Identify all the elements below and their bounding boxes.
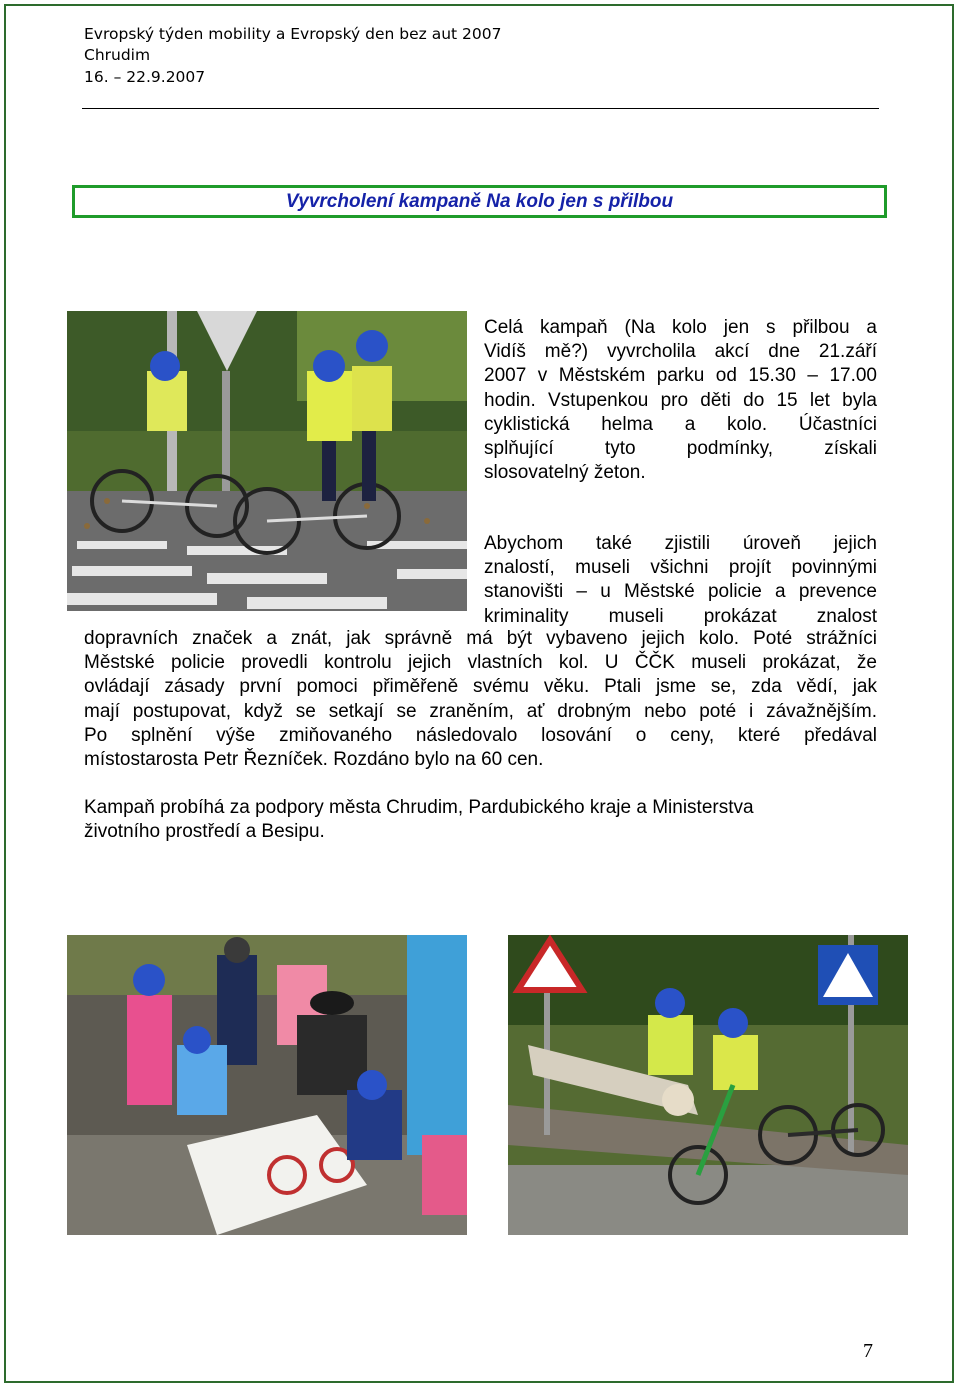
paragraph-2-line: mají postupovat, když se setkají se zraněním, ať drobným nebo poté i závažnějším.: [84, 700, 877, 722]
paragraph-2-line: dopravních značek a znát, jak správně má být vybaveno jejich kolo. Poté strážníci: [84, 628, 877, 649]
paragraph-1-line: hodin. Vstupenkou pro děti do 15 let byla: [484, 389, 877, 411]
paragraph-2-wide: [84, 627, 877, 772]
paragraph-1-line: cyklistická helma a kolo. Účastníci: [484, 413, 877, 435]
article-title: Vyvrcholení kampaně Na kolo jen s přilbou: [72, 185, 887, 218]
header-line-2: Chrudim: [84, 46, 151, 64]
paragraph-3: [84, 796, 877, 844]
paragraph-1-line: slosovatelný žeton.: [484, 462, 646, 484]
paragraph-2-line: Městské policie provedli kontrolu jejich vlastních kol. U ČČK museli prokázat, že: [84, 652, 877, 674]
paragraph-1: [484, 316, 877, 485]
paragraph-2-line: kriminality museli prokázat znalost: [484, 605, 877, 627]
paragraph-1-line: splňující tyto podmínky, získali: [484, 438, 877, 460]
photo-group-police: [67, 935, 467, 1235]
header-rule: [82, 108, 879, 109]
paragraph-2-line: místostarosta Petr Řezníček. Rozdáno bylo na 60 cen.: [84, 749, 544, 771]
header-line-3: 16. – 22.9.2007: [84, 68, 206, 86]
photo-children-bikes: [67, 311, 467, 611]
paragraph-2-line: ovládají zásady první pomoci přiměřeně svému věku. Ptali jsme se, zda vědí, jak: [84, 676, 877, 698]
paragraph-3-line: životního prostředí a Besipu.: [84, 821, 325, 843]
paragraph-2-line: znalostí, museli všichni projít povinnými: [484, 557, 877, 579]
paragraph-2-line: Abychom také zjistili úroveň jejich: [484, 533, 877, 554]
photo-bikes-road-sign: [508, 935, 908, 1235]
paragraph-3-line: Kampaň probíhá za podpory města Chrudim, Pardubického kraje a Ministerstva: [84, 797, 754, 818]
page-number: 7: [863, 1340, 873, 1362]
header-line-1: Evropský týden mobility a Evropský den bez aut 2007: [84, 25, 502, 43]
paragraph-1-line: Vidíš mě?) vyvrcholila akcí dne 21.září: [484, 341, 877, 363]
paragraph-2-line: Po splnění výše zmiňovaného následovalo losování o ceny, které předával: [84, 724, 877, 746]
paragraph-1-line: Celá kampaň (Na kolo jen s přilbou a: [484, 317, 877, 338]
paragraph-1-line: 2007 v Městském parku od 15.30 – 17.00: [484, 365, 877, 387]
paragraph-2-narrow: [484, 532, 877, 629]
paragraph-2-line: stanovišti – u Městské policie a prevence: [484, 581, 877, 603]
